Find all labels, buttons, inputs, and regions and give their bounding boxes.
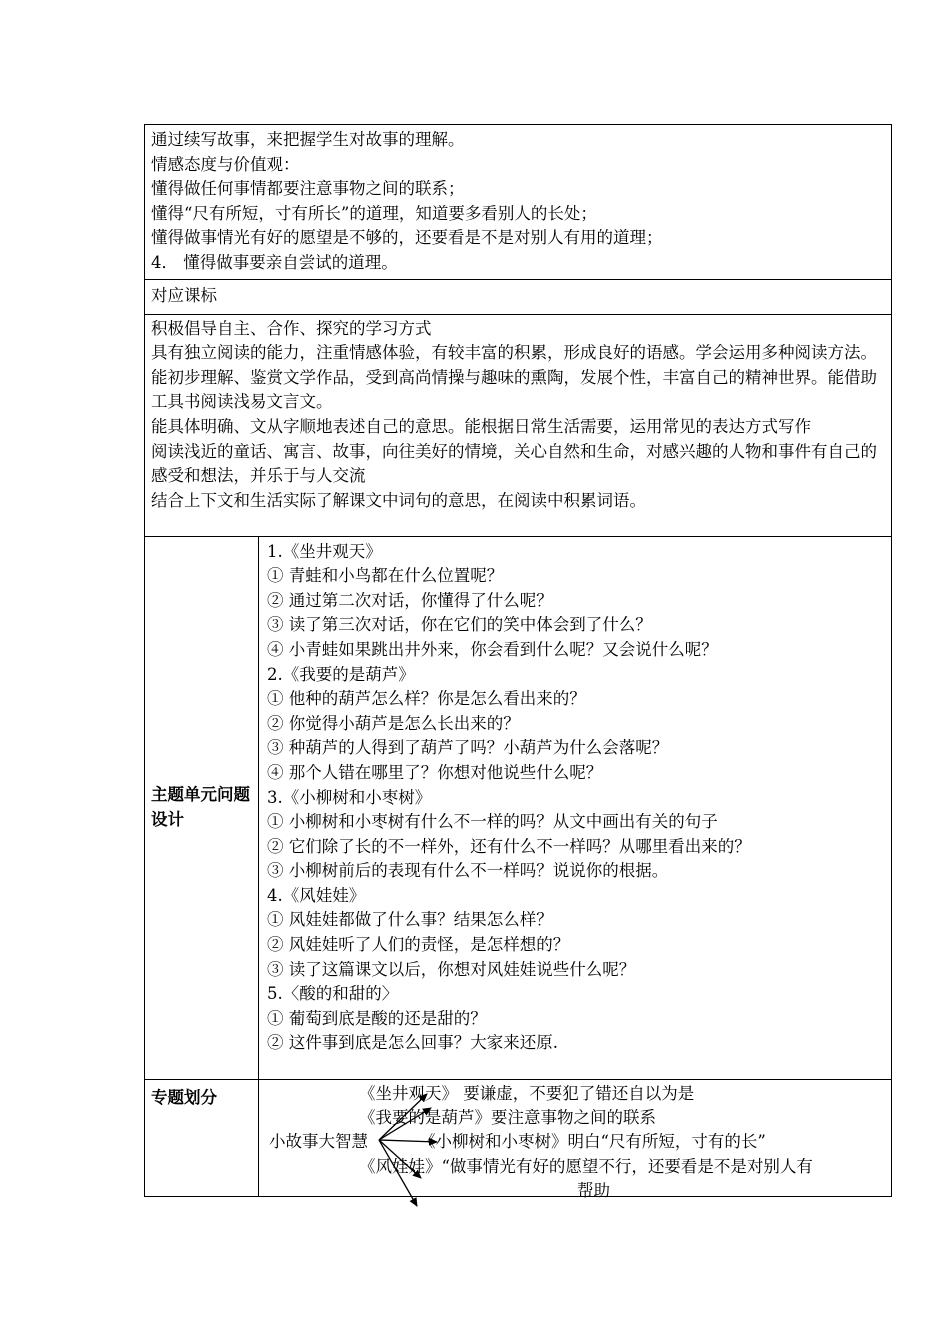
question-item: ③ 读了这篇课文以后，你想对风娃娃说些什么呢？ [267, 959, 636, 979]
question-item: ① 小柳树和小枣树有什么不一样的吗？从文中画出有关的句子 [267, 812, 718, 832]
question-item: ① 葡萄到底是酸的还是甜的？ [267, 1008, 487, 1028]
question-lesson-title: 2.《我要的是葫芦》 [267, 664, 415, 684]
questions-cell [259, 536, 892, 1079]
question-item: ① 风娃娃都做了什么事？结果怎么样？ [267, 910, 553, 930]
topics-row [145, 1079, 892, 1196]
objective-line: 4． 懂得做事要亲自尝试的道理。 [151, 252, 398, 272]
question-lesson-title: 5.〈酸的和甜的〉 [267, 984, 399, 1004]
objective-line: 懂得做事情光有好的愿望是不够的，还要看是不是对别人有用的道理； [151, 228, 663, 248]
objective-line: 情感态度与价值观： [151, 154, 300, 174]
topic-branch-1: 《坐井观天》 要谦虚，不要犯了错还自以为是 [359, 1083, 695, 1103]
topic-branch-4-cont: 帮助 [577, 1180, 610, 1200]
objective-line: 懂得做任何事情都要注意事物之间的联系； [151, 179, 465, 199]
topic-branch-2: 《我要的是葫芦》要注意事物之间的联系 [359, 1107, 656, 1127]
question-item: ② 这件事到底是怎么回事？大家来还原. [267, 1033, 558, 1053]
question-lesson-title: 1.《坐井观天》 [267, 541, 382, 561]
topics-label-cell [145, 1079, 259, 1196]
standards-header-cell [145, 279, 892, 314]
questions-label: 主题单元问题设计 [151, 784, 250, 829]
standards-header: 对应课标 [151, 285, 217, 305]
topic-diagram [259, 1080, 891, 1200]
question-lesson-title: 4.《风娃娃》 [267, 885, 366, 905]
objective-line: 懂得“尺有所短，寸有所长”的道理，知道要多看别人的长处； [151, 203, 597, 223]
question-item: ② 通过第二次对话，你懂得了什么呢？ [267, 590, 553, 610]
question-item: ② 它们除了长的不一样外，还有什么不一样吗？从哪里看出来的？ [267, 836, 751, 856]
questions-list [267, 540, 885, 1056]
question-lesson-title: 3.《小柳树和小枣树》 [267, 787, 432, 807]
standard-paragraph: 具有独立阅读的能力，注重情感体验，有较丰富的积累，形成良好的语感。学会运用多种阅读方法。能初步理解、鉴赏文学作品，受到高尚情操与趣味的熏陶，发展个性，丰富自己的精神世界。能借助工具书阅读浅易文言文。 [151, 343, 877, 412]
objective-line: 通过续写故事，来把握学生对故事的理解。 [151, 130, 465, 149]
question-item: ② 风娃娃听了人们的责怪，是怎样想的？ [267, 935, 570, 955]
standards-cell [145, 314, 892, 536]
question-item: ① 青蛙和小鸟都在什么位置呢？ [267, 566, 504, 586]
question-item: ③ 读了第三次对话，你在它们的笑中体会到了什么？ [267, 615, 652, 635]
question-item: ③ 小柳树前后的表现有什么不一样吗？说说你的根据。 [267, 861, 669, 881]
topics-cell [259, 1079, 892, 1200]
question-item: ④ 小青蛙如果跳出井外来，你会看到什么呢？又会说什么呢？ [267, 639, 718, 659]
standards-header-row [145, 279, 892, 314]
lesson-plan-table [144, 124, 892, 1200]
objectives-row [145, 125, 892, 280]
objectives-cell [145, 125, 892, 280]
question-item: ④ 那个人错在哪里了？你想对他说些什么呢？ [267, 762, 603, 782]
standard-paragraph: 能具体明确、文从字顺地表述自己的意思。能根据日常生活需要，运用常见的表达方式写作 [151, 416, 811, 436]
standard-paragraph: 积极倡导自主、合作、探究的学习方式 [151, 318, 432, 338]
standard-paragraph: 阅读浅近的童话、寓言、故事，向往美好的情境，关心自然和生命，对感兴趣的人物和事件有自己的感受和想法，并乐于与人交流 [151, 441, 877, 486]
question-item: ③ 种葫芦的人得到了葫芦了吗？小葫芦为什么会落呢？ [267, 738, 669, 758]
topic-branch-3: 《小柳树和小枣树》明白“尺有所短，寸有的长” [419, 1131, 766, 1151]
questions-label-cell [145, 536, 259, 1079]
topics-label: 专题划分 [151, 1087, 217, 1107]
questions-row [145, 536, 892, 1079]
standards-row [145, 314, 892, 536]
question-item: ① 他种的葫芦怎么样？你是怎么看出来的？ [267, 689, 586, 709]
standard-paragraph: 结合上下文和生活实际了解课文中词句的意思，在阅读中积累词语。 [151, 490, 646, 510]
topic-branch-4: 《风娃娃》“做事情光有好的愿望不行，还要看是不是对别人有 [359, 1156, 813, 1176]
question-item: ② 你觉得小葫芦是怎么长出来的？ [267, 713, 520, 733]
topic-center: 小故事大智慧 [269, 1131, 368, 1151]
